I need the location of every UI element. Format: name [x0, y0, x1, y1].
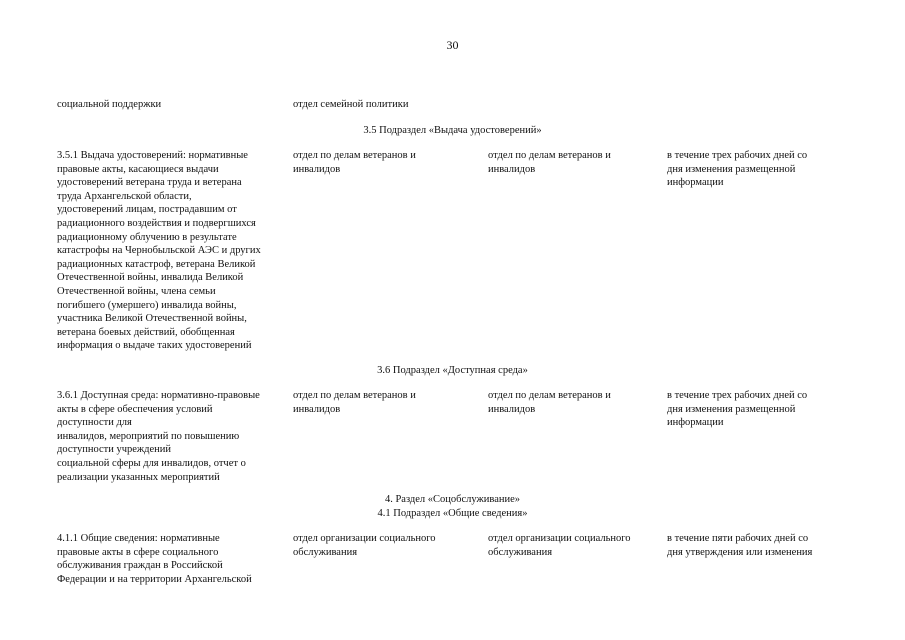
row-3-5-1-col2: отдел по делам ветеранов и инвалидов: [293, 150, 416, 175]
row-3-6-1-col2: отдел по делам ветеранов и инвалидов: [293, 390, 416, 415]
row-4-1-1-col3: отдел организации социального обслуживания: [488, 533, 631, 558]
row-3-6-1-col1: 3.6.1 Доступная среда: нормативно-правовые акты в сфере обеспечения условий доступности для инвалидов, мероприятий по повышению доступности учреждений социальной сферы для инвалидов, отчет о реализации указанных мероприятий: [57, 390, 260, 483]
page-number: 30: [446, 38, 459, 52]
row-3-5-1-col3: отдел по делам ветеранов и инвалидов: [488, 150, 611, 175]
row-4-1-1-col1: 4.1.1 Общие сведения: нормативные правовые акты в сфере социального обслуживания граждан в Российской Федерации и на территории Архангельской: [57, 533, 252, 585]
row-3-5-1-col4: в течение трех рабочих дней со дня изменения размещенной информации: [667, 150, 808, 189]
section-4-heading: 4. Раздел «Соцобслуживание»: [384, 494, 521, 505]
top-row-col1: социальной поддержки: [57, 99, 162, 110]
row-3-6-1-col3: отдел по делам ветеранов и инвалидов: [488, 390, 611, 415]
section-4-1-heading: 4.1 Подраздел «Общие сведения»: [377, 508, 528, 519]
top-row-col2: отдел семейной политики: [293, 99, 409, 110]
section-3-6-heading: 3.6 Подраздел «Доступная среда»: [377, 365, 528, 376]
section-3-5-heading: 3.5 Подраздел «Выдача удостоверений»: [363, 125, 542, 136]
row-4-1-1-col2: отдел организации социального обслуживания: [293, 533, 436, 558]
row-3-5-1-col1: 3.5.1 Выдача удостоверений: нормативные правовые акты, касающиеся выдачи удостоверений ветерана труда и ветерана труда Архангельской области, удостоверений лицам, пострадавшим от радиационного воздействия и подвергшихся радиационному облучению в результате катастрофы на Чернобыльской АЭС и других радиационных катастроф, ветерана Великой Отечественной войны, инвалида Великой Отечественной войны, члена семьи погибшего (умершего) инвалида войны, участника Великой Отечественной войны, ветерана боевых действий, обобщенная информация о выдаче таких удостоверений: [57, 150, 261, 352]
row-4-1-1-col4: в течение пяти рабочих дней со дня утверждения или изменения: [667, 533, 813, 558]
row-3-6-1-col4: в течение трех рабочих дней со дня изменения размещенной информации: [667, 390, 808, 429]
